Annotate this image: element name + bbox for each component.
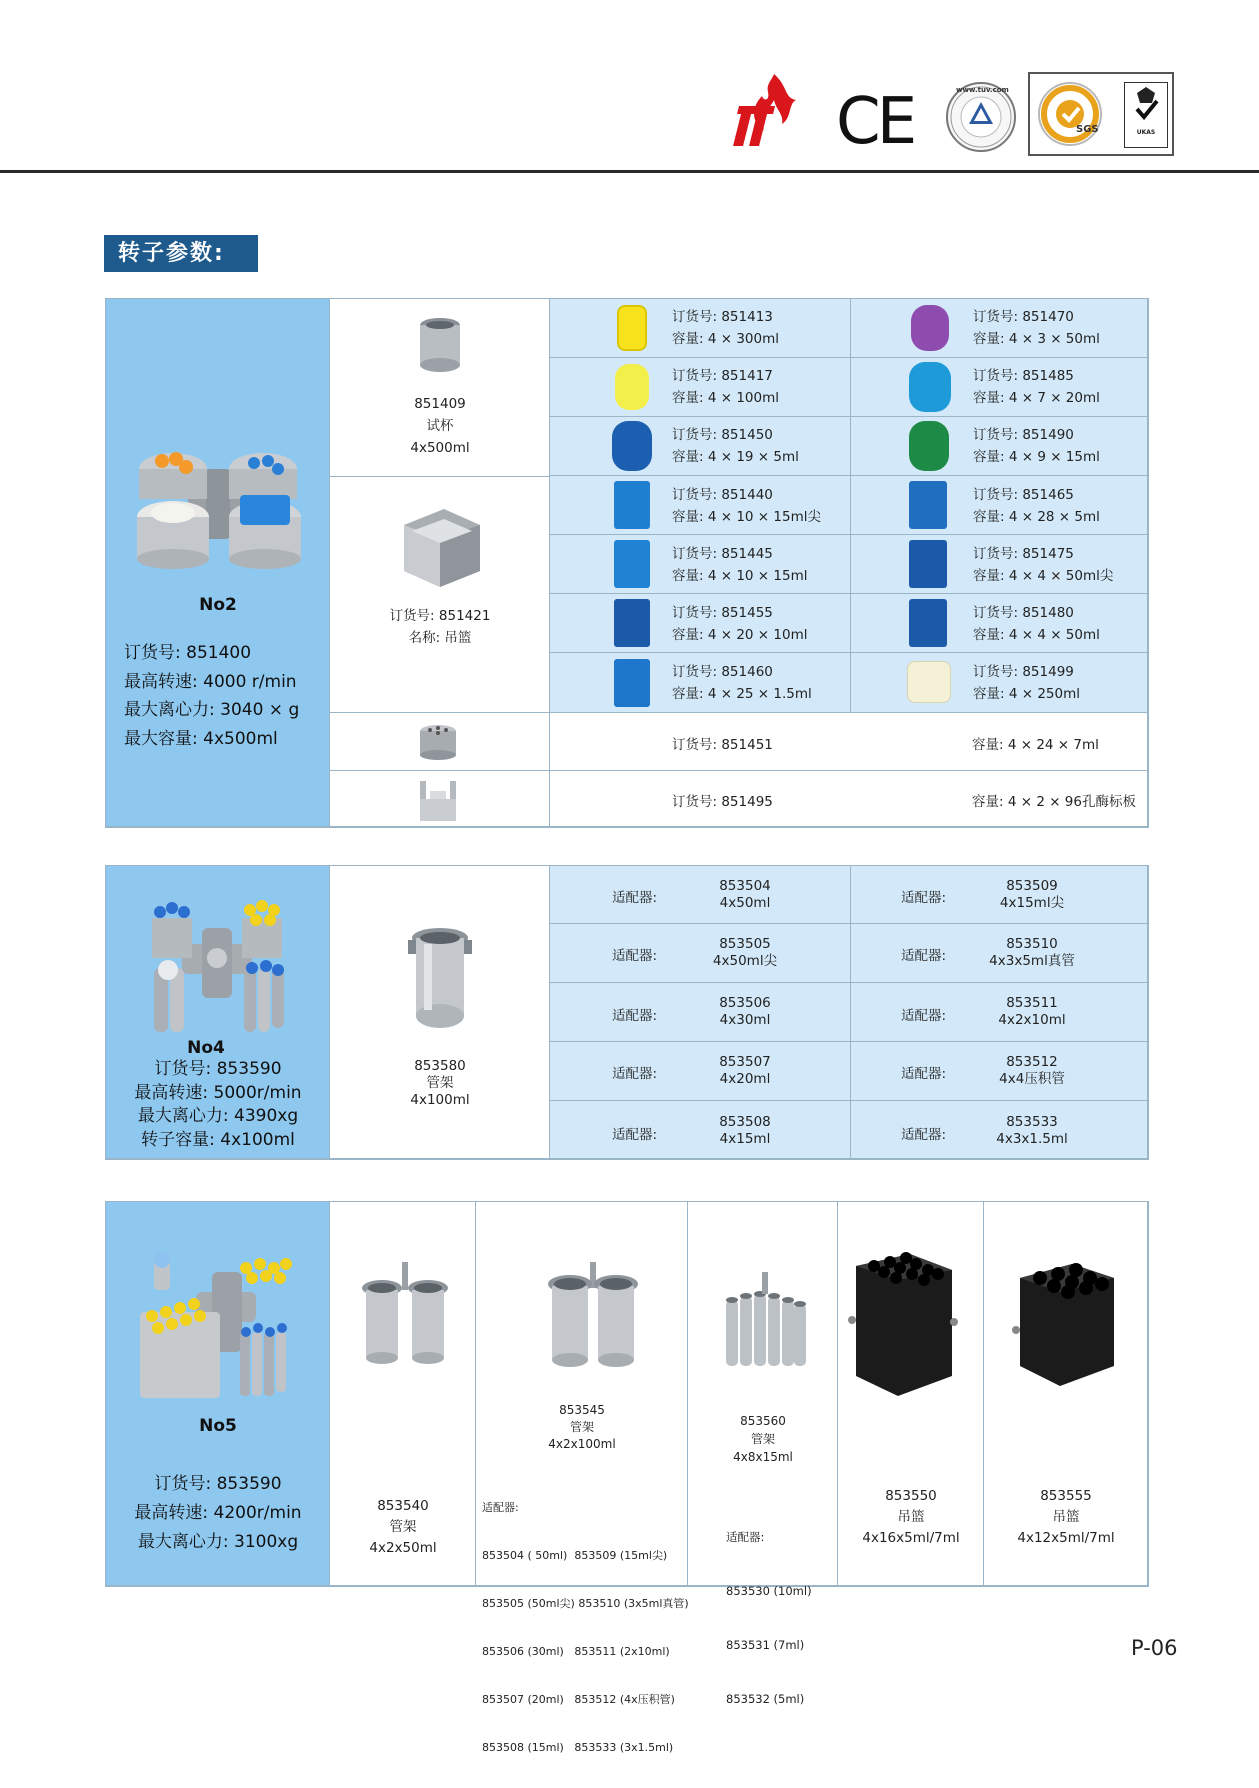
rotor-no5-table (105, 1201, 1149, 1754)
cup-code: 851409 (414, 396, 466, 412)
rotor-no5-spec-force: 最大离心力: 3100xg (137, 1532, 299, 1552)
adapter-851450-text (672, 424, 799, 468)
adapter-order: 订货号: 851485 (973, 368, 1074, 384)
adapter-851465-image (909, 481, 947, 529)
adapter-851440-text (672, 484, 821, 528)
rotor-no2-summary (106, 299, 330, 827)
adapter-label: 适配器: (612, 1066, 658, 1082)
adapter-order: 订货号: 851417 (672, 368, 773, 384)
section-title: 转子参数: (104, 235, 258, 272)
adapter-851413 (550, 299, 851, 358)
adapter-capacity: 容量: 4 × 300ml (672, 331, 779, 347)
adapter-851470-text (973, 306, 1100, 350)
rotor-no4-image (142, 898, 292, 1038)
adapter-853508-text (690, 1114, 800, 1148)
adapter-853508 (550, 1101, 851, 1159)
adapter-code: 853506 (719, 995, 771, 1011)
adapter-851475-image (909, 540, 947, 588)
holder-853580-label (330, 1058, 550, 1109)
insert-851451-cell (330, 713, 550, 771)
adapter-851475-text (973, 543, 1113, 587)
holder-853545-label (476, 1402, 688, 1453)
rotor-no2-table (105, 298, 1149, 828)
page-number: P-06 (1131, 1636, 1178, 1660)
holder-name: 管架 (750, 1432, 775, 1446)
basket-853555-cell (984, 1202, 1148, 1586)
adapter-851499-text (973, 661, 1080, 705)
adapter-order: 订货号: 851490 (973, 427, 1074, 443)
cup-851409-label (330, 393, 550, 459)
adapter-order: 订货号: 851465 (973, 487, 1074, 503)
adapter-capacity: 容量: 4 × 10 × 15ml (672, 568, 808, 584)
adapter-order: 订货号: 851470 (973, 309, 1074, 325)
adapter-851455-image (614, 599, 650, 647)
adapter-label: 适配器: (901, 948, 947, 964)
cup-name: 试杯 (426, 418, 454, 434)
adapter-spec: 4x20ml (719, 1071, 771, 1087)
adapter-spec: 4x15ml尖 (999, 895, 1065, 911)
rotor-no2-spec-force: 最大离心力: 3040 × g (124, 700, 300, 720)
adapter-851450 (550, 417, 851, 476)
adapter-851485-text (973, 365, 1100, 409)
basket-853550-cell (838, 1202, 984, 1586)
adapter-label: 适配器: (901, 890, 947, 906)
holder-name: 管架 (426, 1075, 454, 1091)
insert-851495-info (550, 771, 1148, 827)
adapter-851445 (550, 535, 851, 594)
holder-853560-adapters (726, 1492, 812, 1744)
adapter-853510-text (967, 936, 1097, 970)
adapter-851460 (550, 653, 851, 713)
adapter-851440 (550, 476, 851, 535)
adapter-code: 853509 (1006, 878, 1058, 894)
adapter-order: 订货号: 851460 (672, 664, 773, 680)
rotor-no2-spec-order: 订货号: 851400 (124, 643, 252, 663)
insert-851451-info (550, 713, 1148, 771)
adapter-853509 (851, 866, 1148, 924)
insert-851451-capacity: 容量: 4 × 24 × 7ml (972, 737, 1099, 753)
adapter-order: 订货号: 851475 (973, 546, 1074, 562)
holder-capacity: 4x2x100ml (548, 1437, 616, 1451)
adapter-853504-text (690, 878, 800, 912)
adapter-line: 853506 (30ml) 853511 (2x10ml) (482, 1645, 670, 1658)
cup-capacity: 4x500ml (410, 440, 470, 456)
adapter-code: 853505 (719, 936, 771, 952)
adapter-label: 适配器: (901, 1066, 947, 1082)
adapter-capacity: 容量: 4 × 3 × 50ml (973, 331, 1100, 347)
cup-851409-cell (330, 299, 550, 477)
holder-code: 853580 (414, 1058, 466, 1074)
adapter-code: 853512 (1006, 1054, 1058, 1070)
sgs-seal (1038, 82, 1102, 146)
basket-name: 吊篮 (897, 1509, 925, 1525)
insert-851495-image (416, 777, 460, 823)
certification-box (1028, 72, 1174, 156)
ukas-seal (1124, 82, 1168, 148)
ce-mark: CE (836, 85, 914, 159)
adapter-853507 (550, 1042, 851, 1101)
holder-name: 管架 (569, 1420, 594, 1434)
adapter-853512-text (967, 1054, 1097, 1088)
rotor-no5-image (136, 1252, 306, 1402)
adapter-851499 (851, 653, 1148, 713)
adapter-851413-image (617, 305, 647, 351)
adapter-853505-text (690, 936, 800, 970)
rotor-no2-spec-speed: 最高转速: 4000 r/min (124, 671, 297, 692)
holder-capacity: 4x2x50ml (369, 1540, 437, 1556)
adapter-label: 适配器: (612, 948, 658, 964)
basket-853555-image (1014, 1260, 1118, 1390)
adapter-order: 订货号: 851440 (672, 487, 773, 503)
rotor-no4-spec-capacity: 转子容量: 4x100ml (141, 1129, 295, 1150)
adapter-code: 853511 (1006, 995, 1058, 1011)
adapter-851417-text (672, 365, 779, 409)
adapter-851417-image (615, 364, 649, 410)
insert-851495-capacity: 容量: 4 × 2 × 96孔酶标板 (972, 794, 1136, 810)
adapter-capacity: 容量: 4 × 100ml (672, 390, 779, 406)
basket-851421-label (330, 605, 550, 649)
sgs-text: SGS (1076, 124, 1099, 135)
insert-851451-order: 订货号: 851451 (672, 737, 773, 753)
adapter-capacity: 容量: 4 × 250ml (973, 686, 1080, 702)
rotor-no4-table (105, 865, 1149, 1160)
rotor-no2-specs (124, 639, 324, 753)
holder-853540-label (330, 1496, 476, 1559)
adapter-capacity: 容量: 4 × 4 × 50ml尖 (973, 568, 1114, 584)
basket-order: 订货号: 851421 (389, 608, 491, 624)
flame-logo (744, 70, 806, 150)
adapter-851455 (550, 594, 851, 653)
holder-853560-cell (688, 1202, 838, 1706)
rotor-no4-spec-force: 最大离心力: 4390xg (137, 1106, 299, 1126)
adapter-853512 (851, 1042, 1148, 1101)
adapter-853504 (550, 866, 851, 924)
adapter-851485-image (909, 362, 951, 412)
basket-name: 名称: 吊篮 (408, 630, 472, 646)
adapter-851440-image (614, 481, 650, 529)
rotor-no5-specs (106, 1470, 330, 1557)
adapter-853511-text (967, 995, 1097, 1029)
holder-853580-cell (330, 866, 550, 1159)
tuv-seal (946, 82, 1016, 152)
rotor-no5-model: No5 (199, 1416, 237, 1436)
adapter-853505 (550, 924, 851, 983)
ukas-text: UKAS (1136, 129, 1156, 136)
adapter-851499-image (907, 661, 951, 703)
adapter-853507-text (690, 1054, 800, 1088)
no4-adapter-grid (550, 866, 1148, 1159)
basket-851421-image (394, 505, 484, 589)
adapter-capacity: 容量: 4 × 19 × 5ml (672, 449, 799, 465)
adapter-spec: 4x3x1.5ml (996, 1131, 1068, 1147)
holder-853545-image (546, 1260, 640, 1368)
basket-name: 吊篮 (1052, 1509, 1080, 1525)
adapter-capacity: 容量: 4 × 9 × 15ml (973, 449, 1100, 465)
basket-capacity: 4x16x5ml/7ml (862, 1530, 960, 1546)
adapter-853510 (851, 924, 1148, 983)
adapter-code: 853510 (1006, 936, 1058, 952)
adapter-line: 853508 (15ml) 853533 (3x1.5ml) (482, 1741, 674, 1754)
adapters-label: 适配器: (482, 1501, 519, 1514)
holder-853560-label (688, 1412, 838, 1466)
rotor-no5-summary (106, 1202, 330, 1586)
adapter-label: 适配器: (612, 1127, 658, 1143)
adapter-851417 (550, 358, 851, 417)
rotor-no4-spec-speed: 最高转速: 5000r/min (134, 1082, 302, 1103)
adapter-851480 (851, 594, 1148, 653)
adapters-label: 适配器: (726, 1530, 765, 1544)
adapter-853533 (851, 1101, 1148, 1159)
holder-853580-image (408, 926, 472, 1030)
adapter-order: 订货号: 851450 (672, 427, 773, 443)
adapter-853506-text (690, 995, 800, 1029)
adapter-851490-image (909, 421, 949, 471)
adapter-851465 (851, 476, 1148, 535)
holder-name: 管架 (389, 1519, 417, 1535)
rotor-no4-specs (106, 1058, 330, 1152)
rotor-no2-spec-capacity: 最大容量: 4x500ml (124, 728, 278, 749)
adapter-label: 适配器: (612, 1008, 658, 1024)
adapter-851490 (851, 417, 1148, 476)
adapter-code: 853507 (719, 1054, 771, 1070)
header-rule (0, 170, 1259, 173)
insert-851451-image (418, 723, 458, 761)
adapter-853533-text (967, 1114, 1097, 1148)
basket-capacity: 4x12x5ml/7ml (1017, 1530, 1115, 1546)
rotor-no4-model: No4 (187, 1038, 225, 1058)
adapter-851445-text (672, 543, 807, 587)
adapter-order: 订货号: 851499 (973, 664, 1074, 680)
adapter-capacity: 容量: 4 × 4 × 50ml (973, 627, 1100, 643)
rotor-no4-spec-order: 订货号: 853590 (154, 1059, 282, 1079)
holder-853540-image (360, 1260, 450, 1364)
tuv-seal-text: www.tuv.com (956, 86, 1009, 94)
adapter-label: 适配器: (612, 890, 658, 906)
holder-code: 853560 (740, 1414, 786, 1428)
holder-capacity: 4x8x15ml (733, 1450, 793, 1464)
adapter-851465-text (973, 484, 1100, 528)
adapter-851470-image (911, 305, 949, 351)
adapter-line: 853532 (5ml) (726, 1692, 805, 1706)
adapter-code: 853533 (1006, 1114, 1058, 1130)
adapter-851445-image (614, 540, 650, 588)
adapter-spec: 4x4压积管 (999, 1071, 1065, 1087)
adapter-spec: 4x15ml (719, 1131, 771, 1147)
no2-adapter-grid (550, 299, 1148, 713)
adapter-line: 853505 (50ml尖) 853510 (3x5ml真管) (482, 1597, 689, 1610)
holder-code: 853540 (377, 1498, 429, 1514)
adapter-line: 853531 (7ml) (726, 1638, 805, 1652)
adapter-spec: 4x50ml尖 (712, 953, 778, 969)
rotor-no5-spec-speed: 最高转速: 4200r/min (134, 1503, 302, 1523)
adapter-capacity: 容量: 4 × 25 × 1.5ml (672, 686, 812, 702)
adapter-line: 853530 (10ml) (726, 1584, 812, 1598)
adapter-853511 (851, 983, 1148, 1042)
holder-853545-cell (476, 1202, 689, 1754)
adapter-851413-text (672, 306, 779, 350)
adapter-851450-image (612, 421, 652, 471)
rotor-no2-image (128, 439, 308, 569)
rotor-no4-summary (106, 866, 330, 1159)
adapter-851475 (851, 535, 1148, 594)
holder-853540-cell (330, 1202, 476, 1586)
basket-code: 853550 (885, 1488, 937, 1504)
adapter-851455-text (672, 602, 807, 646)
adapter-851490-text (973, 424, 1100, 468)
holder-capacity: 4x100ml (410, 1092, 470, 1108)
adapter-851480-image (909, 599, 947, 647)
adapter-spec: 4x30ml (719, 1012, 771, 1028)
adapter-order: 订货号: 851480 (973, 605, 1074, 621)
adapter-capacity: 容量: 4 × 20 × 10ml (672, 627, 808, 643)
adapter-851460-image (614, 659, 650, 707)
adapter-851480-text (973, 602, 1100, 646)
adapter-capacity: 容量: 4 × 10 × 15ml尖 (672, 509, 821, 525)
adapter-spec: 4x3x5ml真管 (989, 953, 1075, 969)
adapter-851485 (851, 358, 1148, 417)
adapter-853509-text (967, 878, 1097, 912)
insert-851495-cell (330, 771, 550, 827)
holder-code: 853545 (559, 1403, 605, 1417)
basket-853550-label (838, 1486, 984, 1549)
rotor-no2-model: No2 (199, 595, 237, 615)
holder-853560-image (722, 1270, 810, 1374)
adapter-order: 订货号: 851413 (672, 309, 773, 325)
insert-851495-order: 订货号: 851495 (672, 794, 773, 810)
basket-851421-cell (330, 477, 550, 713)
adapter-label: 适配器: (901, 1008, 947, 1024)
basket-853550-image (848, 1250, 958, 1400)
adapter-code: 853504 (719, 878, 771, 894)
adapter-order: 订货号: 851445 (672, 546, 773, 562)
basket-853555-label (984, 1486, 1148, 1549)
adapter-spec: 4x2x10ml (998, 1012, 1066, 1028)
adapter-853506 (550, 983, 851, 1042)
adapter-capacity: 容量: 4 × 7 × 20ml (973, 390, 1100, 406)
adapter-line: 853504 ( 50ml) 853509 (15ml尖) (482, 1549, 668, 1562)
adapter-spec: 4x50ml (719, 895, 771, 911)
holder-853545-adapters (482, 1468, 689, 1788)
adapter-label: 适配器: (901, 1127, 947, 1143)
adapter-code: 853508 (719, 1114, 771, 1130)
adapter-851470 (851, 299, 1148, 358)
rotor-no5-spec-order: 订货号: 853590 (154, 1474, 282, 1494)
adapter-capacity: 容量: 4 × 28 × 5ml (973, 509, 1100, 525)
basket-code: 853555 (1040, 1488, 1092, 1504)
cup-851409-image (418, 317, 462, 375)
adapter-851460-text (672, 661, 812, 705)
adapter-line: 853507 (20ml) 853512 (4x压积管) (482, 1693, 675, 1706)
adapter-order: 订货号: 851455 (672, 605, 773, 621)
